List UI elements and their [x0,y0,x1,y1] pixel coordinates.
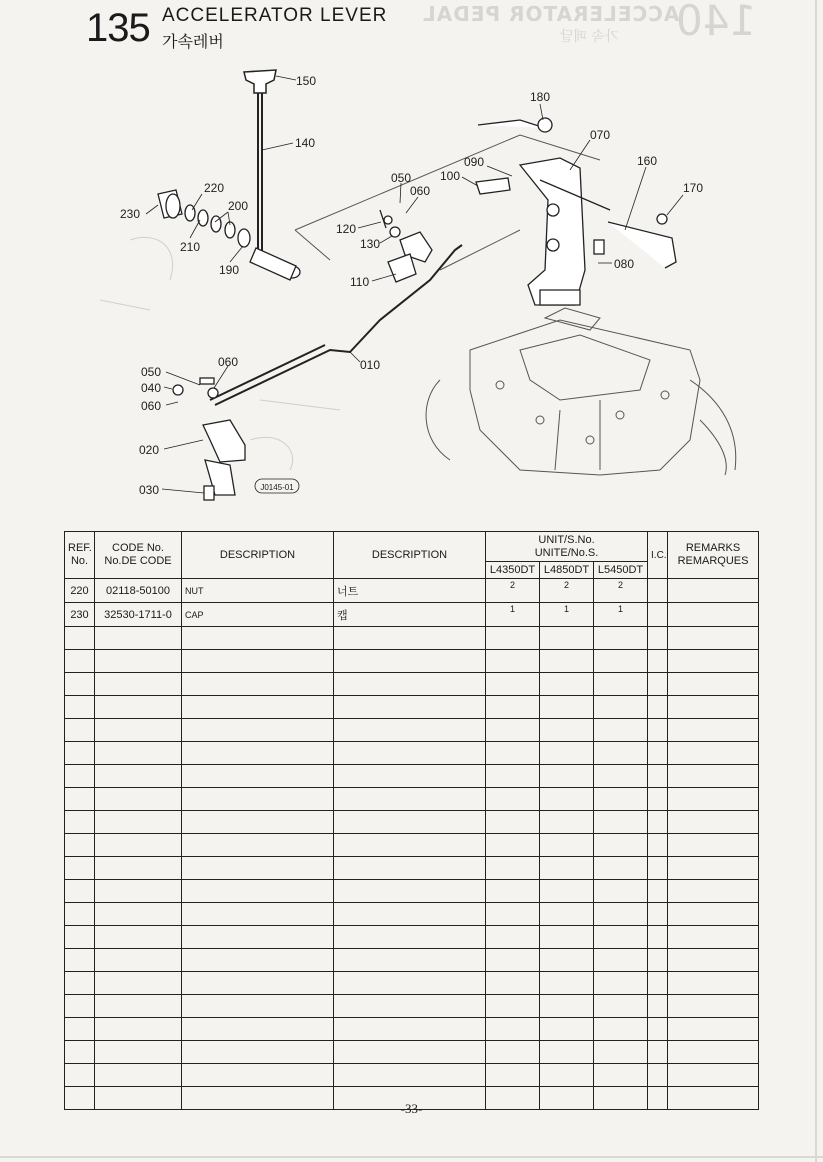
code-header-line1: CODE No. [112,542,164,554]
bleed-through-subtitle: 가속 페달 [560,29,619,45]
empty-row [65,995,759,1018]
description-en-header: DESCRIPTION [182,532,334,579]
row-qty-l4350dt: 2 [486,579,540,603]
bleed-through-section-number: 140 [676,0,757,45]
callout-160: 160 [637,154,658,168]
callout-090: 090 [464,155,485,169]
empty-row [65,926,759,949]
remarks-header-line2: REMARQUES [677,555,749,567]
callout-050-upper: 050 [391,171,412,185]
empty-row [65,788,759,811]
empty-row [65,834,759,857]
unit-header [486,532,648,562]
callout-110: 110 [350,275,370,289]
description-ko-header: DESCRIPTION [334,532,486,579]
unit-header-line1: UNIT/S.No. [538,533,595,546]
model-header-l4350dt: L4350DT [486,562,540,579]
row-description-ko: 너트 [334,579,486,603]
model-header-l4850dt: L4850DT [540,562,594,579]
page-number: -33- [400,1101,423,1116]
empty-row [65,903,759,926]
empty-row [65,696,759,719]
code-header [95,532,182,579]
row-description-ko: 캡 [334,603,486,627]
callout-220: 220 [204,181,225,195]
diagram-code-box [255,479,299,493]
lever-boss [250,248,300,280]
bell-crank [380,210,432,282]
page-bottom-edge [0,1156,823,1158]
ref-header [65,532,95,579]
callout-130: 130 [360,237,381,251]
transmission-housing-sketch [295,135,736,475]
callout-080: 080 [614,257,635,271]
empty-row [65,880,759,903]
callout-210: 210 [180,240,201,254]
empty-row [65,949,759,972]
lever-rod [258,93,293,275]
row-qty-l5450dt: 2 [594,579,648,603]
empty-row [65,627,759,650]
empty-row [65,650,759,673]
exploded-parts-diagram [0,0,823,520]
empty-row [65,972,759,995]
section-subtitle: 가속레버 [162,32,224,51]
row-code: 32530-1711-0 [95,603,182,627]
empty-row [65,811,759,834]
empty-row [65,1041,759,1064]
callout-020: 020 [139,443,160,457]
callout-050-lower: 050 [141,365,162,379]
row-qty-l4850dt: 1 [540,603,594,627]
callout-120: 120 [336,222,357,236]
row-qty-l5450dt: 1 [594,603,648,627]
table-row [65,603,759,627]
row-qty-l4350dt: 1 [486,603,540,627]
model-header-l5450dt: L5450DT [594,562,648,579]
link-rod [210,245,462,405]
table-row [65,579,759,603]
empty-row [65,857,759,880]
callout-170: 170 [683,181,704,195]
callout-010: 010 [360,358,381,372]
callout-060-middle: 060 [218,355,239,369]
row-description-en: NUT [182,579,334,603]
remarks-header-line1: REMARKS [685,542,741,554]
callout-180: 180 [530,90,551,104]
row-description-en: CAP [182,603,334,627]
empty-row [65,742,759,765]
callout-060-lower: 060 [141,399,162,413]
callout-070: 070 [590,128,611,142]
empty-row [65,673,759,696]
upper-bracket [476,118,676,305]
empty-row [65,719,759,742]
callout-040: 040 [141,381,162,395]
section-number: 135 [86,6,150,50]
row-remarks [668,579,759,603]
remarks-header [668,532,759,579]
row-code: 02118-50100 [95,579,182,603]
code-header-line2: No.DE CODE [104,555,172,567]
row-ic [648,579,668,603]
row-ref: 220 [65,579,95,603]
lever-knob [244,70,276,93]
callout-200: 200 [228,199,249,213]
row-qty-l4850dt: 2 [540,579,594,603]
callout-030: 030 [139,483,160,497]
empty-row [65,765,759,788]
ref-header-line2: No. [70,555,89,567]
callout-060-upper: 060 [410,184,431,198]
parts-table [64,531,759,1110]
callout-230: 230 [120,207,141,221]
empty-row [65,1064,759,1087]
ref-header-line1: REF. [68,542,92,554]
callout-140: 140 [295,136,316,150]
callout-190: 190 [219,263,240,277]
diagram-code: J0145-01 [260,483,294,492]
row-ic [648,603,668,627]
callout-100: 100 [440,169,461,183]
empty-row [65,1018,759,1041]
bleed-through-title: ACCELERATOR PEDAL [422,2,680,26]
ic-header: I.C. [648,532,668,579]
row-remarks [668,603,759,627]
unit-header-line2: UNITE/No.S. [534,546,599,559]
section-title: ACCELERATOR LEVER [162,5,388,26]
row-ref: 230 [65,603,95,627]
callout-150: 150 [296,74,317,88]
